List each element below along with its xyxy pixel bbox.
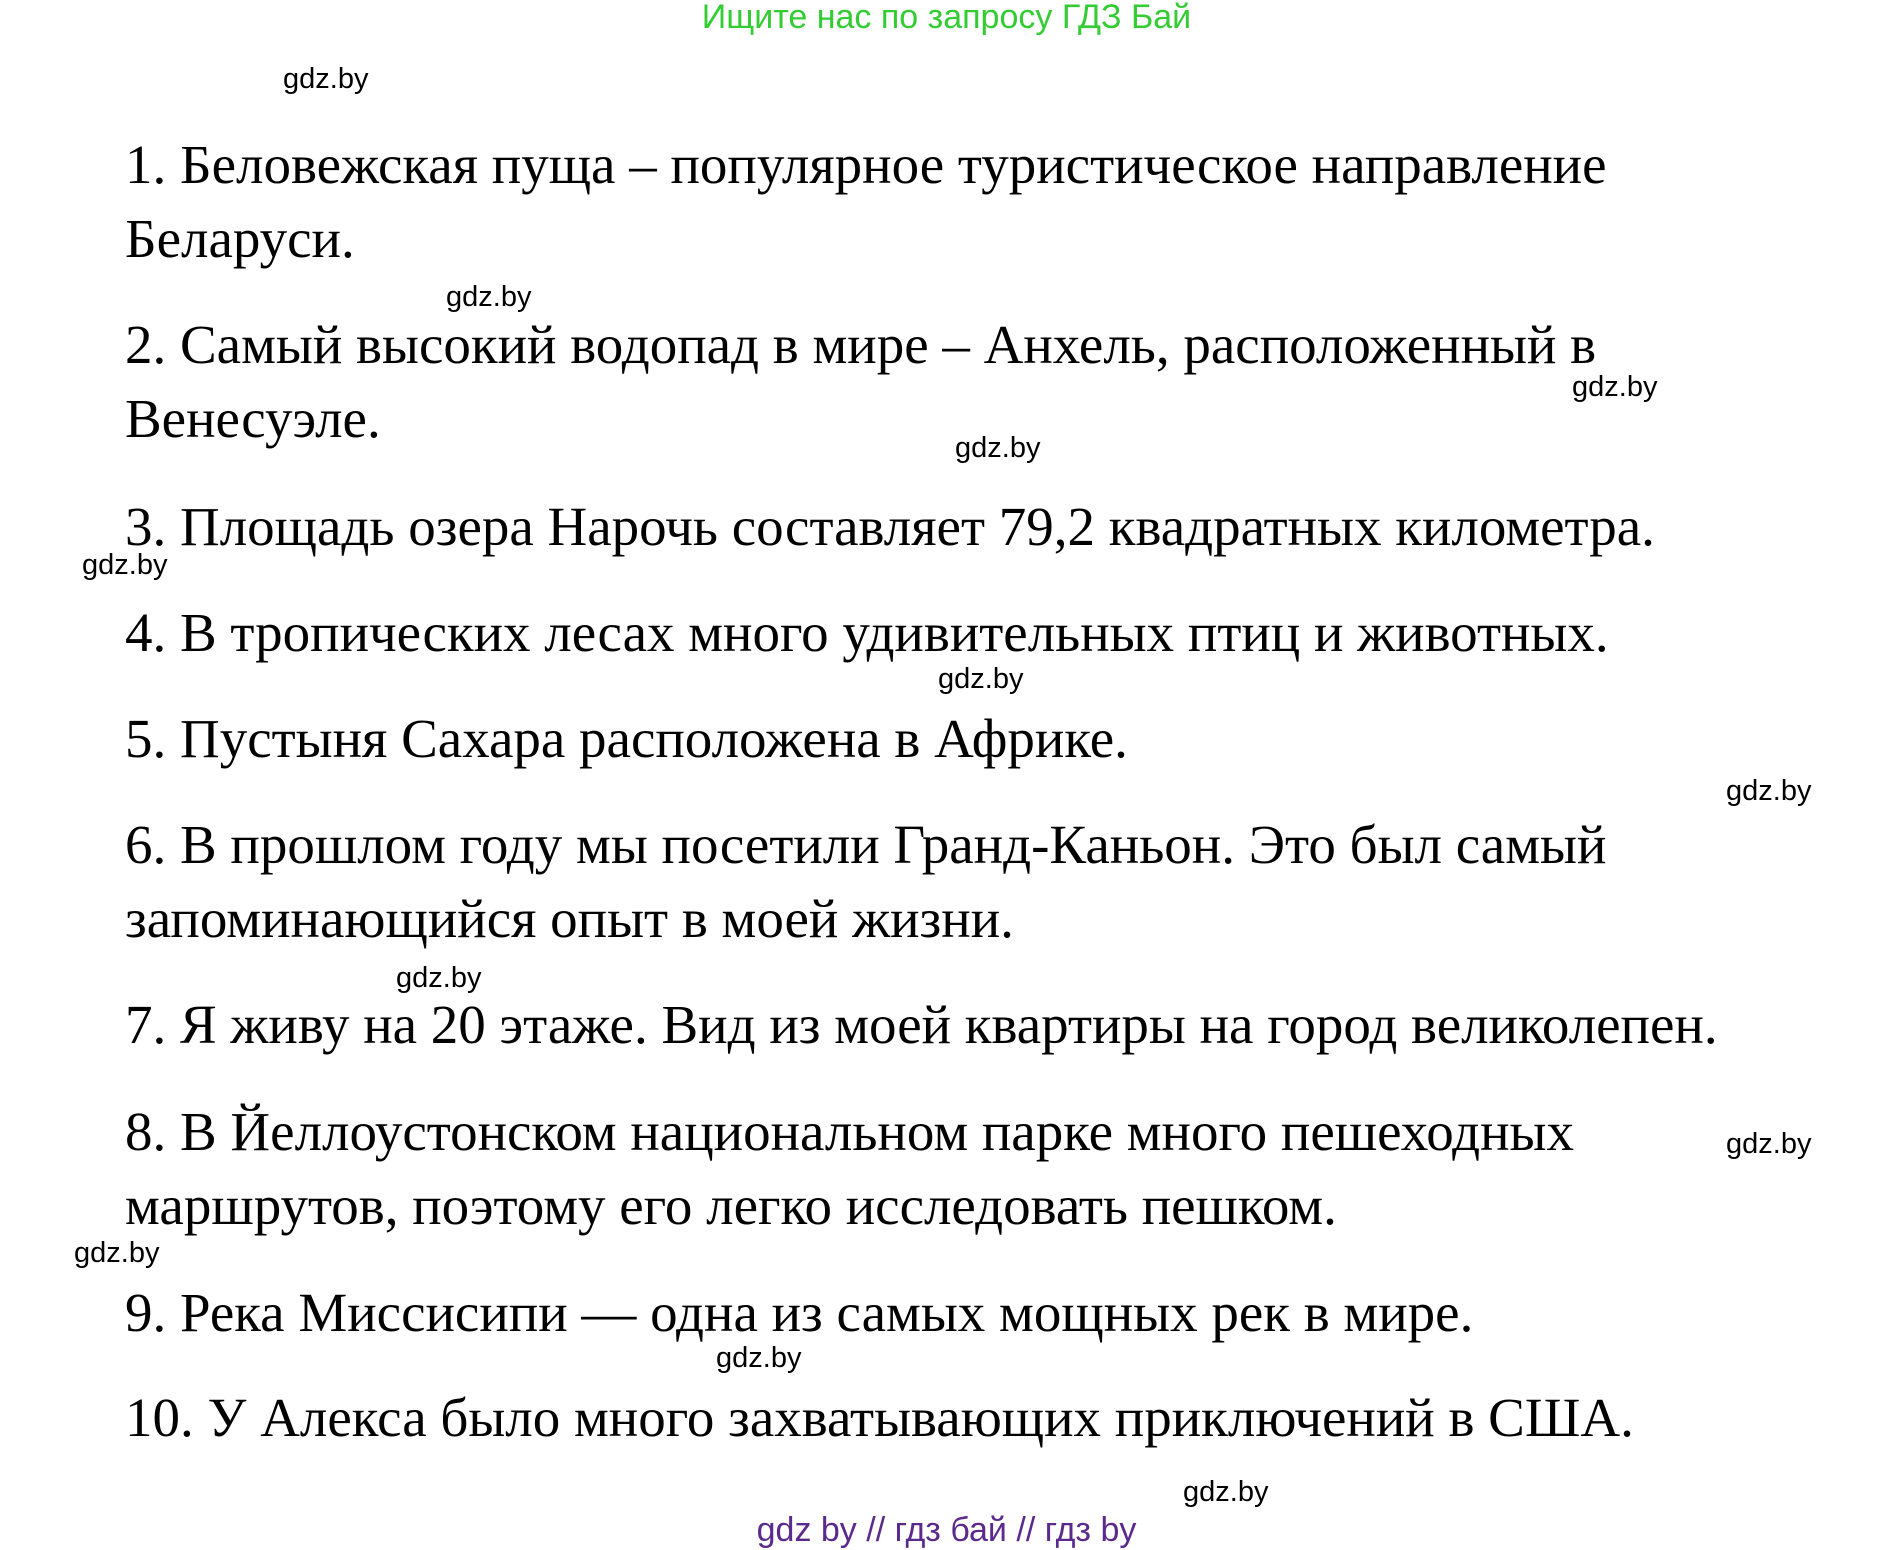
watermark: gdz.by xyxy=(716,1342,802,1374)
watermark: gdz.by xyxy=(1572,371,1658,403)
watermark: gdz.by xyxy=(955,432,1041,464)
watermark: gdz.by xyxy=(938,663,1024,695)
sentence-line: 9. Река Миссисипи — одна из самых мощных рек в мире. xyxy=(125,1282,1474,1343)
sentence-10 xyxy=(125,1381,1634,1455)
sentence-line: 10. У Алекса было много захватывающих приключений в США. xyxy=(125,1387,1634,1448)
sentence-9 xyxy=(125,1276,1473,1350)
sentence-6 xyxy=(125,808,1606,956)
sentence-line: 2. Самый высокий водопад в мире – Анхель, расположенный в xyxy=(125,314,1597,375)
watermark: gdz.by xyxy=(1726,775,1812,807)
sentence-3 xyxy=(125,490,1655,564)
sentence-line: 1. Беловежская пуща – популярное туристическое направление xyxy=(125,134,1607,195)
sentence-line: 4. В тропических лесах много удивительных птиц и животных. xyxy=(125,602,1609,663)
sentence-4 xyxy=(125,596,1609,670)
watermark: gdz.by xyxy=(446,281,532,313)
sentence-line: 5. Пустыня Сахара расположена в Африке. xyxy=(125,708,1128,769)
watermark: gdz.by xyxy=(283,63,369,95)
sentence-line: маршрутов, поэтому его легко исследовать пешком. xyxy=(125,1175,1337,1236)
banner-text: Ищите нас по запросу ГДЗ Бай xyxy=(701,0,1192,36)
sentence-line: 8. В Йеллоустонском национальном парке много пешеходных xyxy=(125,1101,1574,1162)
watermark: gdz.by xyxy=(1183,1476,1269,1508)
sentence-2 xyxy=(125,308,1596,456)
sentence-line: 7. Я живу на 20 этаже. Вид из моей квартиры на город великолепен. xyxy=(125,994,1718,1055)
watermark: gdz.by xyxy=(74,1237,160,1269)
sentence-line: запоминающийся опыт в моей жизни. xyxy=(125,888,1014,949)
sentence-line: Венесуэле. xyxy=(125,388,381,449)
sentence-line: 3. Площадь озера Нарочь составляет 79,2 квадратных километра. xyxy=(125,496,1655,557)
sentence-line: 6. В прошлом году мы посетили Гранд-Каньон. Это был самый xyxy=(125,814,1607,875)
sentence-8 xyxy=(125,1095,1574,1243)
sentence-5 xyxy=(125,702,1128,776)
sentence-1 xyxy=(125,128,1607,276)
watermark: gdz.by xyxy=(82,549,168,581)
watermark: gdz.by xyxy=(396,962,482,994)
sentence-7 xyxy=(125,988,1718,1062)
sentence-line: Беларуси. xyxy=(125,208,355,269)
watermark: gdz.by xyxy=(1726,1128,1812,1160)
footer-links[interactable]: gdz by // гдз бай // гдз by xyxy=(756,1511,1137,1549)
